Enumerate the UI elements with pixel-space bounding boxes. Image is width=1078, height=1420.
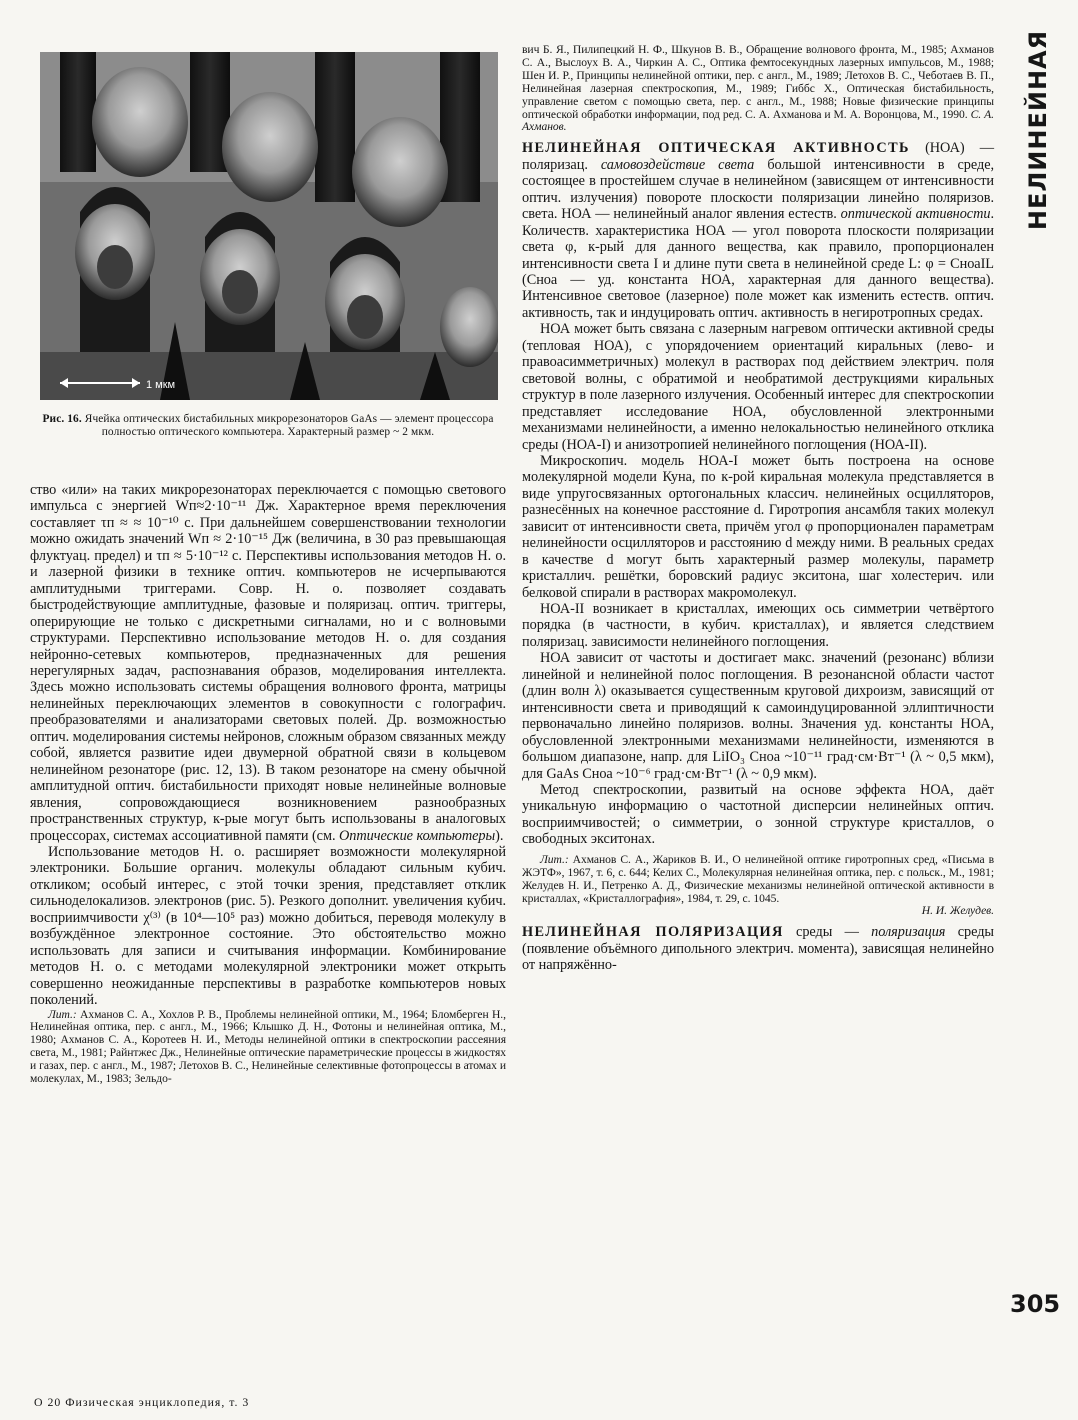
left-literature-text: Ахманов С. А., Хохлов Р. В., Проблемы нелинейной оптики, М., 1964; Бломберген Н., Нелинейная оптика, пер. с англ., М., 1966; Клышко Д. Н., Фотоны и нелинейная оптика, М., 1980; Ахманов С. А., Коротеев Н. И., Методы нелинейной оптики в спектроскопии рассеяния света, М., 1981; Райнтжес Дж., Нелинейные оптические параметрические процессы в жидкостях и газах, пер. с англ., М., 1987; Летохов В. С., Нелинейные селективные фотопроцессы в атомах и молекулах, М., 1983; Зельдо- — [30, 1007, 506, 1086]
scale-bar-label: 1 мкм — [146, 379, 176, 391]
figure-caption-text: Ячейка оптических бистабильных микрорезонаторов GaAs — элемент процессора полностью оптического компьютера. Характерный размер ~ 2 мкм. — [84, 413, 494, 439]
right-literature-continued-text: вич Б. Я., Пилипецкий Н. Ф., Шкунов В. В., Обращение волнового фронта, М., 1985; Ахманов С. А., Выслоух В. А., Чиркин А. С., Оптика фемтосекундных лазерных импульсов, М., 1988; Шен И. Р., Принципы нелинейной оптики, пер. с англ., М., 1989; Летохов В. С., Чеботаев В. П., Нелинейная лазерная спектроскопия, М., 1989; Гиббс Х., Оптическая бистабильность, управление светом с помощью света, пер. с англ., М., 1988; Новые физические принципы оптической обработки информации, под ред. С. А. Ахманова и М. А. Воронцова, М., 1990. — [522, 43, 994, 121]
noa-paragraph-4: НОА-II возникает в кристаллах, имеющих ось симметрии четвёртого порядка (в частности, в кубич. кристаллах), и является следствием поляризац. зависимости нелинейного поглощения. — [522, 601, 994, 650]
np-italic: поляризация — [871, 924, 946, 941]
micrograph-figure — [40, 52, 498, 400]
running-head — [1008, 29, 1068, 231]
right-literature-signature: С. А. Ахманов. — [522, 107, 994, 134]
noa-p1-italic-1: самовоздействие света — [600, 156, 755, 173]
page-number: 305 — [1010, 1290, 1061, 1318]
left-paragraph-1-end: ). — [495, 827, 504, 844]
noa-paragraph-2: НОА может быть связана с лазерным нагревом оптически активной среды (тепловая НОА), с упорядочением ориентаций киральных (лево- и правоасимметричных) молекул в растворах под действием электрич. поля световой волны, с обратимой и необратимой деструкциями киральных структур в поле лазерного излучения. Особенный интерес для спектроскопии представляет исследование НОА, обусловленной электронными механизмами нелинейности, а именно нелокальностью нелинейного отклика среды (НОА-I) и анизотропией нелинейного поглощения (НОА-II). — [522, 321, 994, 453]
noa-paragraph-3: Микроскопич. модель НОА-I может быть построена на основе молекулярной модели Куна, по к-рой киральная молекула представляется в виде упругосвязанных ортогональных классич. нелинейных осцилляторов, разнесённых на конечное расстояние d. Гиротропия ансамбля таких молекул зависит от интенсивности света, причём угол φ пропорционален параметрам нелинейности осцилляторов и расстоянию d между ними. В реальных средах в качестве d могут быть характерный размер молекулы, параметр кристаллич. решётки, боровский радиус экситона, шаг холестерич. или белковой спирали в растворах макромолекул. — [522, 452, 994, 601]
left-paragraph-1-italic: Оптические компьютеры — [339, 827, 496, 844]
scale-bar — [60, 382, 140, 384]
noa-signature: Н. И. Желудев. — [921, 904, 994, 918]
figure-caption-label: Рис. 16. — [42, 413, 82, 425]
figure-caption — [30, 413, 506, 440]
noa-paragraph-5: НОА зависит от частоты и достигает макс. значений (резонанс) вблизи линейной и нелинейной полос поглощения. В резонансной области частот (длин волн λ) оказывается существенным круговой дихроизм, зависящий от интенсивности света и приводящий к самоиндуцированной эллиптичности первоначально линейно поляризов. волны. Значения уд. константы НОА, обусловленной электронными механизмами нелинейности, изменяются в большом диапазоне, напр. для LiIO₃ Cноа ~10⁻¹¹ град·см·Вт⁻¹ (λ ~ 0,5 мкм), для GaAs Cноа ~10⁻⁶ град·см·Вт⁻¹ (λ ~ 0,9 мкм). — [522, 650, 994, 782]
noa-paragraph-6: Метод спектроскопии, развитый на основе эффекта НОА, даёт уникальную информацию о частотной дисперсии нелинейных оптич. восприимчивостей; о симметрии, о зонной структуре кристаллов, о свободных экситонах. — [522, 782, 994, 848]
right-column — [522, 44, 994, 974]
noa-literature-label: Лит.: — [540, 852, 569, 866]
noa-p1-italic-2: оптической активности — [840, 206, 991, 223]
left-column — [30, 482, 506, 1086]
left-paragraph-1-text: ство «или» на таких микрорезонаторах переключается с помощью светового импульса с энергией Wп≈2·10⁻¹¹ Дж. Характерное время переключения составляет τп ≈ ≈ 10⁻¹⁰ с. При дальнейшем совершенствовании технологии можно ожидать значений Wп ≈ 2·10⁻¹⁵ Дж (величина, в 30 раз превышающая флуктуац. предел) и τп ≈ 5·10⁻¹² с. Перспективы использования методов Н. о. и лазерной физики в технике оптич. компьютеров не исчерпываются амплитудными триггерами. Совр. Н. о. позволяет создавать быстродействующие амплитудные, фазовые и поляризац. оптич. триггеры, оперирующие не только с дискретными сигналами, но и с волновыми структурами. Перспективно использование методов Н. о. для создания нейронно-сетевых компьютеров, предназначенных для решения нерегулярных задач, распознавания образов, моделирования интеллекта. Здесь можно использовать системы обращения волнового фронта, матрицы нелинейных переключающих элементов в совокупности с голографич. преобразователями и анализаторами световых полей. Др. возможностью оптич. моделирования системы нейронов, сложным образом связанных между собой, является развитие идеи двумерной обратной связи в кольцевом нелинейном резонаторе (рис. 12, 13). В таком резонаторе на смену обычной амплитудной оптич. бистабильности приходят новые нелинейные волновые явления, сопровождающиеся возникновением разнообразных пространственных структур, к-рые могут быть использованы в аналоговых процессорах, системах ассоциативной памяти (см. — [30, 482, 506, 844]
left-literature-label: Лит.: — [48, 1007, 77, 1021]
noa-p1-a: (НОА) — поляризац. — [522, 140, 995, 173]
np-heading: НЕЛИНЕЙНАЯ ПОЛЯРИЗАЦИЯ — [522, 924, 784, 941]
np-a: среды — — [796, 924, 859, 941]
noa-literature — [522, 854, 994, 919]
noa-paragraph-1 — [522, 140, 994, 321]
noa-p1-b: большой интенсивности в среде, состоящее в простейшем случае в нелинейном (зависящем от интенсивности оптич. излучения) повороте плоскости поляризации линейно поляризов. света. НОА — нелинейный аналог явления естеств. — [522, 156, 995, 223]
noa-p1-c: . Количеств. характеристика НОА — угол поворота плоскости поляризации света φ, к-рый для данного вещества, как правило, пропорционален интенсивности света I и длине пути света в нелинейной среде L: φ = CноаIL (Cноа — уд. константа НОА, характерная для данного вещества). Интенсивное световое (лазерное) поле может как изменить естеств. оптич. активность, так и индуцировать оптич. активность в негиротропных средах. — [522, 206, 994, 321]
left-paragraph-1 — [30, 482, 506, 844]
running-head-text: НЕЛИНЕЙНАЯ — [1024, 29, 1052, 231]
micrograph-image — [40, 52, 498, 400]
np-b: среды (появление объёмного дипольного электрич. момента), зависящая нелинейно от напряжённо- — [522, 924, 994, 974]
noa-heading: НЕЛИНЕЙНАЯ ОПТИЧЕСКАЯ АКТИВНОСТЬ — [522, 140, 910, 157]
left-paragraph-2: Использование методов Н. о. расширяет возможности молекулярной электроники. Большие органич. молекулы обладают сильным кубич. откликом; особый интерес, с этой точки зрения, представляет отклик сильноделокализов. электронов (рис. 5). Резкого дополнит. увеличения кубич. восприимчивости χ⁽³⁾ (в 10⁴—10⁵ раз) можно добиться, переводя молекулу в возбуждённое электронное состояние. Это обстоятельство можно использовать для записи и считывания информации. Комбинирование методов Н. о. с методами молекулярной электроники может открыть совершенно неожиданные перспективы в разработке компьютеров новых поколений. — [30, 843, 506, 1009]
page-footer: О 20 Физическая энциклопедия, т. 3 — [34, 1395, 250, 1409]
noa-literature-text: Ахманов С. А., Жариков В. И., О нелинейной оптике гиротропных сред, «Письма в ЖЭТФ», 1967, т. 6, с. 644; Келих С., Молекулярная нелинейная оптика, пер. с польск., М., 1981; Желудев Н. И., Петренко А. Д., Физические механизмы нелинейной оптической активности в кристаллах, «Кристаллография», 1984, т. 29, с. 1045. — [522, 852, 994, 905]
np-paragraph — [522, 924, 994, 973]
left-literature — [30, 1009, 506, 1086]
right-literature-continued — [522, 44, 994, 134]
